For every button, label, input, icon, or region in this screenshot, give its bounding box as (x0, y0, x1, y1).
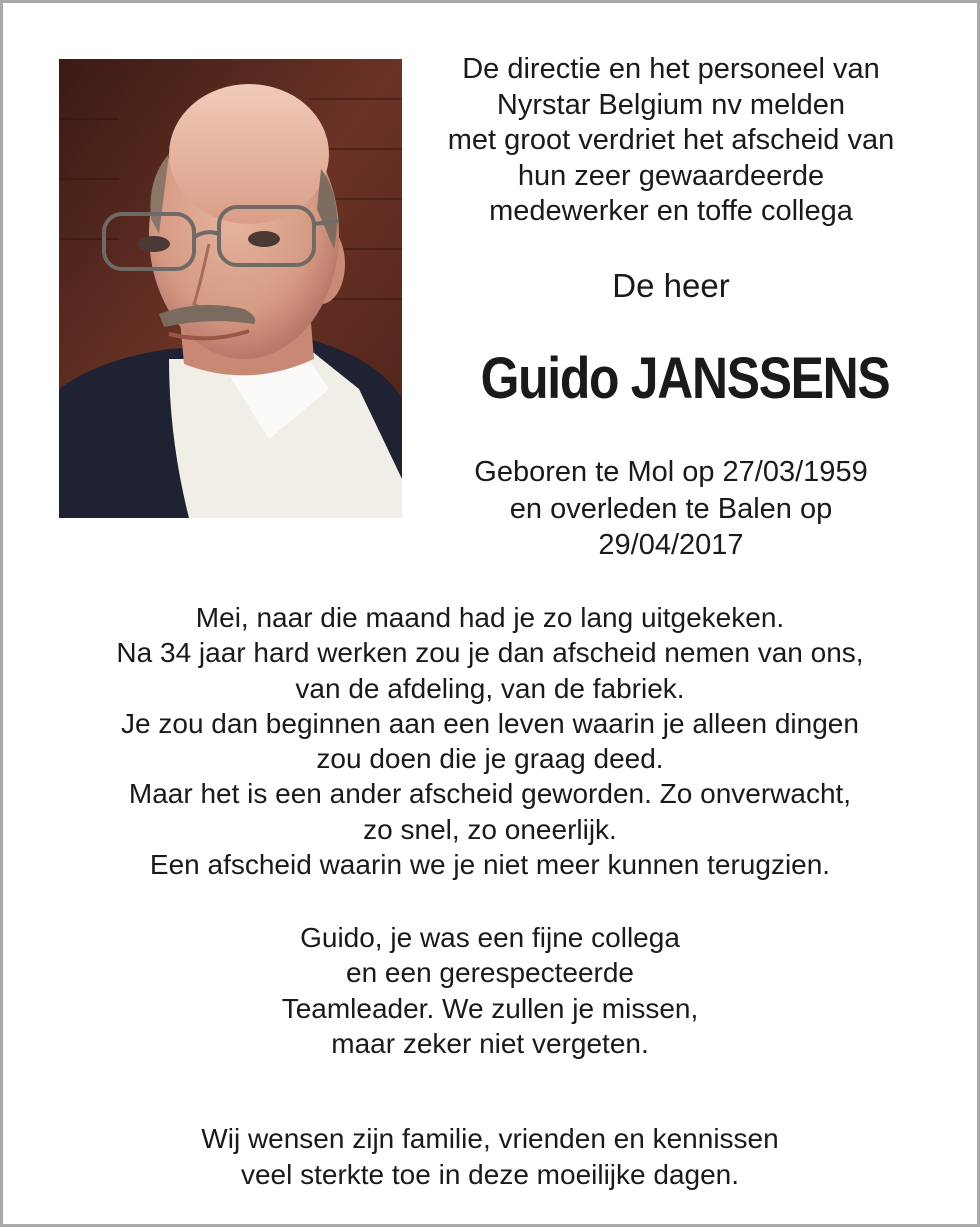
memorial-line: Maar het is een ander afscheid geworden. Zo onverwacht, (128, 778, 852, 810)
dates-line: en overleden te Balen op (509, 492, 833, 525)
tribute-text (0, 920, 980, 1061)
memorial-line: zo snel, zo oneerlijk. (363, 813, 617, 845)
tribute-line: Teamleader. We zullen je missen, (281, 992, 699, 1024)
announcement-intro (416, 52, 926, 230)
intro-line: met groot verdriet het afscheid van (447, 124, 895, 156)
intro-line: De directie en het personeel van (462, 53, 880, 85)
condolence-line: Wij wensen zijn familie, vrienden en kennissen (201, 1123, 779, 1154)
portrait-illustration (59, 59, 402, 518)
memorial-line: Je zou dan beginnen aan een leven waarin je alleen dingen (121, 707, 859, 739)
honorific: De heer (612, 267, 730, 304)
deceased-name: Guido JANSSENS (480, 346, 890, 411)
tribute-line: en een gerespecteerde (346, 957, 634, 989)
intro-line: Nyrstar Belgium nv melden (496, 88, 846, 121)
portrait-photo (59, 59, 402, 518)
condolence-text (0, 1121, 980, 1192)
intro-line: hun zeer gewaardeerde (517, 159, 825, 192)
memorial-line: van de afdeling, van de fabriek. (295, 672, 685, 704)
tribute-line: Guido, je was een fijne collega (300, 922, 680, 953)
life-dates (416, 454, 926, 564)
intro-line: medewerker en toffe collega (489, 195, 853, 227)
memorial-line: Een afscheid waarin we je niet meer kunnen terugzien. (149, 849, 831, 881)
dates-line: Geboren te Mol op 27/03/1959 (474, 456, 868, 488)
memorial-line: zou doen die je graag deed. (316, 743, 664, 775)
memorial-line: Mei, naar die maand had je zo lang uitgekeken. (195, 602, 785, 633)
condolence-line: veel sterkte toe in deze moeilijke dagen. (240, 1158, 740, 1190)
memorial-text (0, 600, 980, 882)
tribute-line: maar zeker niet vergeten. (331, 1027, 649, 1059)
memorial-line: Na 34 jaar hard werken zou je dan afscheid nemen van ons, (116, 637, 864, 669)
dates-line: 29/04/2017 (598, 529, 744, 561)
